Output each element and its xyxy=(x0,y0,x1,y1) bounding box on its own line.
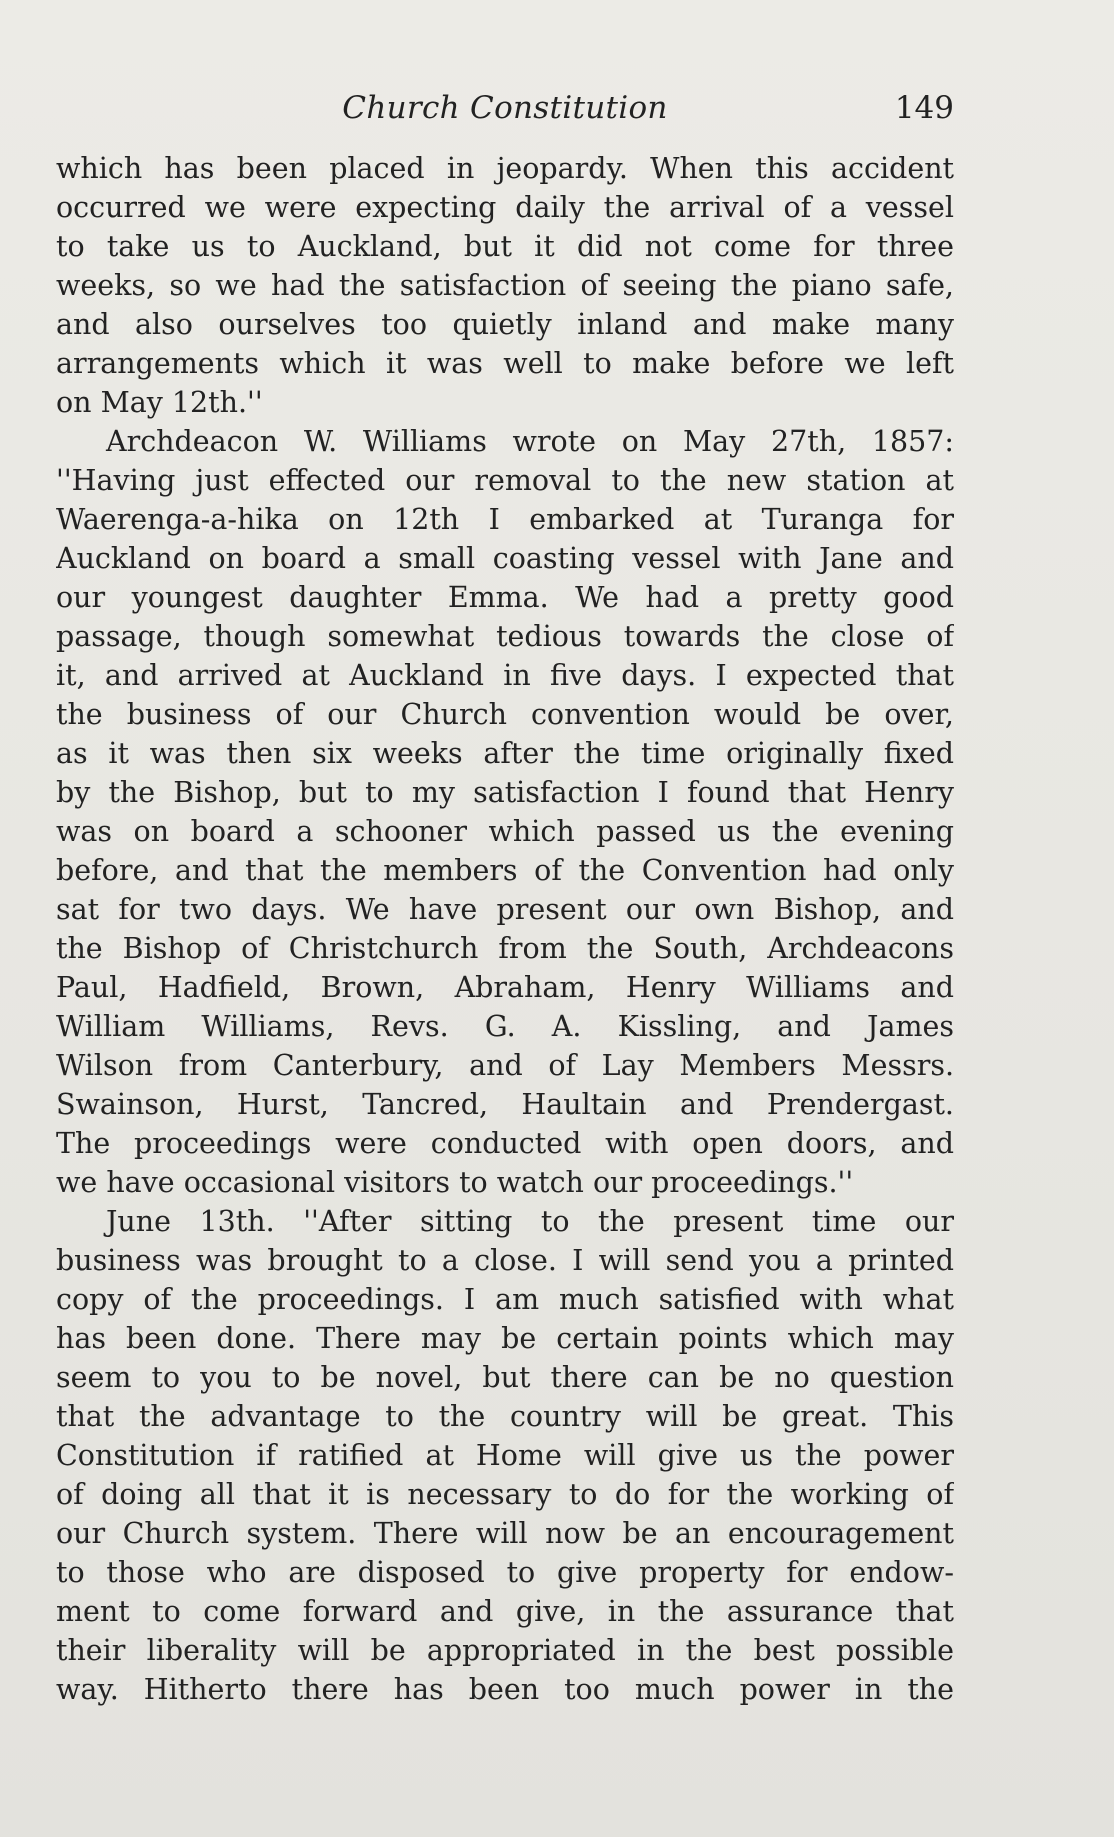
text-line: Constitution if ratified at Home will give us the power xyxy=(56,1439,954,1472)
text-line: before, and that the members of the Convention had only xyxy=(56,854,954,887)
text-line: way. Hitherto there has been too much power in the xyxy=(56,1673,954,1706)
text-line: and also ourselves too quietly inland and make many xyxy=(56,308,954,341)
text-line: their liberality will be appropriated in the best possible xyxy=(56,1634,954,1667)
text-line: The proceedings were conducted with open doors, and xyxy=(56,1127,954,1160)
text-line: which has been placed in jeopardy. When this accident xyxy=(56,152,954,185)
text-line: on May 12th.'' xyxy=(56,386,263,419)
text-line: we have occasional visitors to watch our proceedings.'' xyxy=(56,1166,854,1199)
text-line: weeks, so we had the satisfaction of seeing the piano safe, xyxy=(56,269,954,302)
text-line: Wilson from Canterbury, and of Lay Members Messrs. xyxy=(56,1049,954,1082)
text-line: Paul, Hadfield, Brown, Abraham, Henry Williams and xyxy=(56,971,954,1004)
text-line: arrangements which it was well to make before we left xyxy=(56,347,954,380)
text-line: June 13th. ''After sitting to the present time our xyxy=(106,1205,954,1238)
text-line: copy of the proceedings. I am much satisfied with what xyxy=(56,1283,954,1316)
text-line: William Williams, Revs. G. A. Kissling, and James xyxy=(56,1010,954,1043)
text-line: seem to you to be novel, but there can be no question xyxy=(56,1361,954,1394)
text-line: it, and arrived at Auckland in five days. I expected that xyxy=(56,659,954,692)
text-line: passage, though somewhat tedious towards the close of xyxy=(56,620,954,653)
text-line: sat for two days. We have present our own Bishop, and xyxy=(56,893,954,926)
text-line: to take us to Auckland, but it did not come for three xyxy=(56,230,954,263)
text-line: was on board a schooner which passed us the evening xyxy=(56,815,954,848)
text-line: ''Having just effected our removal to the new station at xyxy=(56,464,954,497)
text-line: as it was then six weeks after the time originally fixed xyxy=(56,737,954,770)
text-line: our Church system. There will now be an encouragement xyxy=(56,1517,954,1550)
text-line: Auckland on board a small coasting vessel with Jane and xyxy=(56,542,954,575)
body-text xyxy=(56,149,954,1709)
text-line: that the advantage to the country will be great. This xyxy=(56,1400,954,1433)
text-line: occurred we were expecting daily the arrival of a vessel xyxy=(56,191,954,224)
text-line: to those who are disposed to give property for endow- xyxy=(56,1556,954,1589)
running-header xyxy=(56,86,954,130)
text-line: Waerenga-a-hika on 12th I embarked at Turanga for xyxy=(56,503,954,536)
page-number: 149 xyxy=(894,90,954,126)
text-line: the business of our Church convention would be over, xyxy=(56,698,954,731)
text-line: Swainson, Hurst, Tancred, Haultain and Prendergast. xyxy=(56,1088,954,1121)
text-line: of doing all that it is necessary to do for the working of xyxy=(56,1478,954,1511)
text-line: our youngest daughter Emma. We had a pretty good xyxy=(56,581,954,614)
text-line: has been done. There may be certain points which may xyxy=(56,1322,954,1355)
text-line: business was brought to a close. I will send you a printed xyxy=(56,1244,954,1277)
text-line: by the Bishop, but to my satisfaction I found that Henry xyxy=(56,776,954,809)
text-line: Archdeacon W. Williams wrote on May 27th, 1857: xyxy=(106,425,954,458)
text-line: the Bishop of Christchurch from the South, Archdeacons xyxy=(56,932,954,965)
text-line: ment to come forward and give, in the assurance that xyxy=(56,1595,954,1628)
running-title: Church Constitution xyxy=(342,90,668,126)
